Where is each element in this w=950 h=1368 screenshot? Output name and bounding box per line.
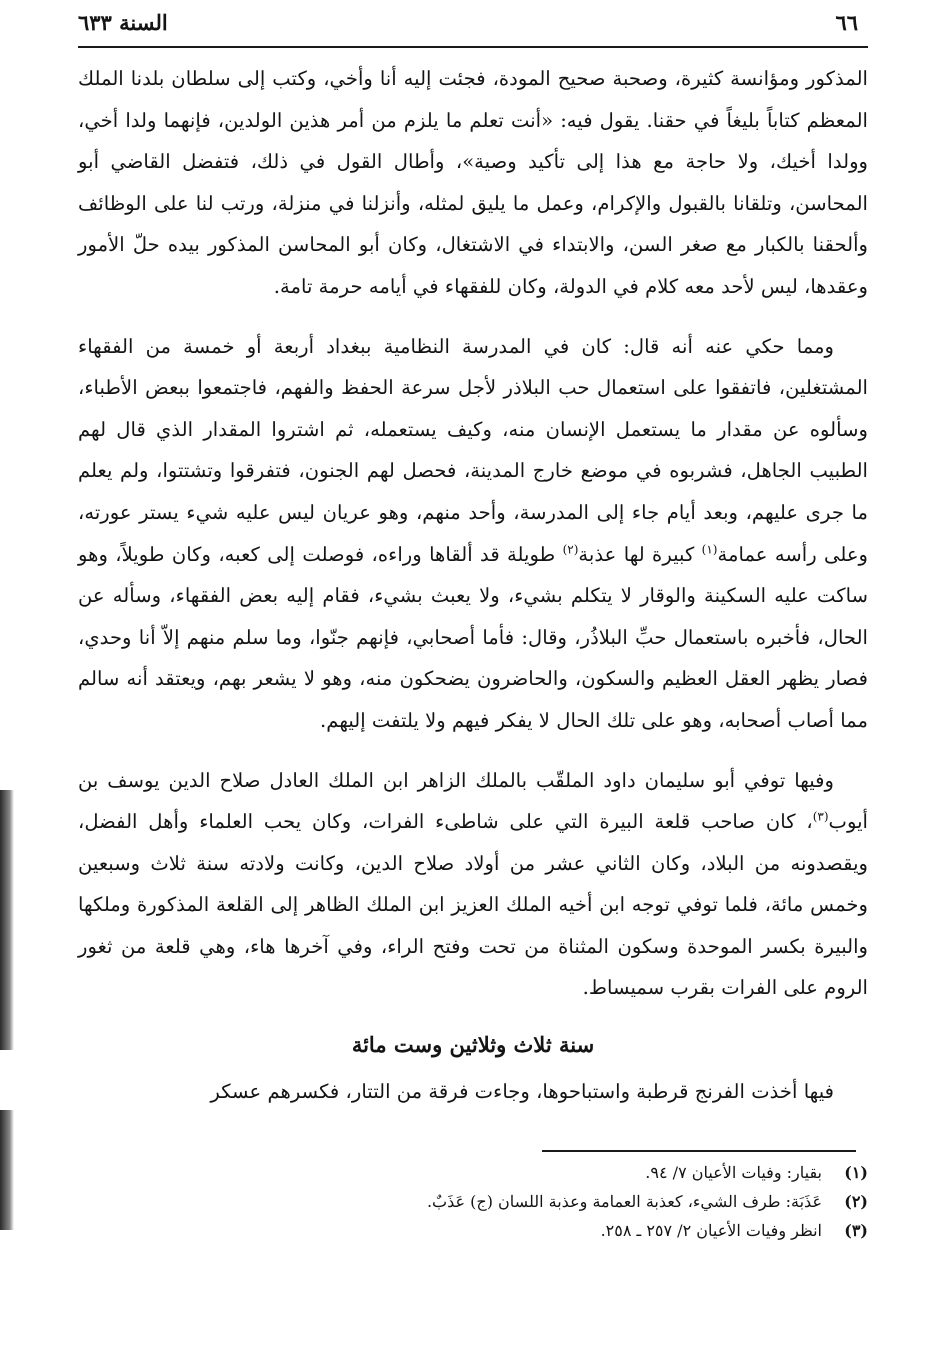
scan-edge-lower [0, 1110, 14, 1230]
paragraph-3 [78, 760, 868, 1010]
footnote-number: (٢) [844, 1192, 868, 1211]
paragraph-2-part-b: كبيرة لها عذبة [578, 542, 702, 566]
paragraph-2-part-a: ومما حكي عنه أنه قال: كان في المدرسة النظامية ببغداد أربعة أو خمسة من الفقهاء المشتغلين، فاتفقوا على استعمال حب البلاذر لأجل سرعة الحفظ والفهم، فاجتمعوا ببعض الأطباء، وسألوه عن مقدار ما يستعمل الإنسان منه، وكيف يستعمله، ثم اشتروا المقدار الذي قال لهم الطبيب الجاهل، فشربوه في موضع خارج المدينة، فحصل لهم الجنون، فتفرقوا وتشتتوا، ولم يعلم ما جرى عليهم، وبعد أيام جاء إلى المدرسة، وأحد منهم، وهو عريان ليس عليه شيء يستر عورته، وعلى رأسه عمامة [78, 334, 868, 566]
book-page [78, 0, 868, 1368]
footnote-rule [542, 1150, 856, 1152]
footnote-3 [78, 1216, 868, 1245]
footnotes [78, 1158, 868, 1245]
section-heading: سنة ثلاث وثلاثين وست مائة [351, 1032, 595, 1058]
paragraph-1: المذكور ومؤانسة كثيرة، وصحبة صحيح المودة، فجئت إليه أنا وأخي، وكتب إلى سلطان بلدنا الملك المعظم كتاباً بليغاً في حقنا. يقول فيه: «أنت تعلم ما يلزم من أمر هذين الولدين، فإنهما ولدا أخي، وولدا أخيك، ولا حاجة مع هذا إلى تأكيد وصية»، وأطال القول في ذلك، فتفضل القاضي أبو المحاسن، وتلقانا بالقبول والإكرام، وعمل ما يليق لمثله، وأنزلنا في منزلة، ورتب لنا على الوظائف وألحقنا بالكبار مع صغر السن، والابتداء في الاشتغال، وكان أبو المحاسن المذكور بيده حلّ الأمور وعقدها، ليس لأحد معه كلام في الدولة، وكان للفقهاء في أيامه حرمة تامة. [78, 67, 868, 298]
paragraph-2-part-c: طويلة قد ألقاها وراءه، فوصلت إلى كعبه، وكان طويلاً، وهو ساكت عليه السكينة والوقار لا يتكلم بشيء، ولا يعبث بشيء، فقام إليه بعض الفقهاء، وسأله عن الحال، فأخبره باستعمال حبِّ البلاذُر، وقال: فأما أصحابي، فإنهم جنّوا، وما سلم منهم إلاّ أنا وحدي، فصار يظهر العقل العظيم والسكون، والحاضرون يضحكون منه، وهو لا يشعر بهم، ويعتقد أنه سالم مما أصاب أصحابه، وهو على تلك الحال لا يفكر فيهم ولا يلتفت إليهم. [78, 542, 868, 732]
footnote-ref-1[interactable]: (١) [701, 542, 718, 556]
paragraph-3-part-b: ، كان صاحب قلعة البيرة التي على شاطىء الفرات، وكان يحب العلماء وأهل الفضل، ويقصدونه من البلاد، وكان الثاني عشر من أولاد صلاح الدين، وكانت ولادته سنة ثلاث وسبعين وخمس مائة، فلما توفي توجه ابن أخيه الملك العزيز ابن الملك الظاهر إلى القلعة المذكورة وملكها والبيرة بكسر الموحدة وسكون المثناة من تحت وفتح الراء، وفي آخرها هاء، وهي قلعة من ثغور الروم على الفرات بقرب سميساط. [78, 810, 868, 1000]
footnote-ref-3[interactable]: (٣) [812, 809, 829, 824]
footnote-text: بقيار: وفيات الأعيان ٧/ ٩٤. [645, 1163, 822, 1182]
footnote-2 [78, 1187, 868, 1216]
footnote-text: عَذَبَة: طرف الشيء، كعذبة العمامة وعذبة اللسان (ج) عَذَبٌ. [426, 1192, 822, 1211]
paragraph-4: فيها أخذت الفرنج قرطبة واستباحوها، وجاءت فرقة من التتار، فكسرهم عسكر [210, 1080, 834, 1104]
running-title-year: السنة ٦٣٣ [78, 10, 168, 35]
header-rule [78, 46, 868, 48]
paragraph-3-part-a: وفيها توفي أبو سليمان داود الملقّب بالملك الزاهر ابن الملك العادل صلاح الدين يوسف بن أيوب [78, 768, 868, 834]
running-header [78, 6, 868, 42]
footnote-ref-2[interactable]: (٢) [562, 542, 579, 556]
scan-edge-upper [0, 790, 14, 1050]
footnote-number: (٣) [844, 1221, 868, 1240]
main-text [78, 58, 868, 1113]
footnote-number: (١) [844, 1163, 868, 1182]
paragraph-2 [78, 326, 868, 742]
page-number: ٦٦ [835, 10, 858, 35]
footnote-text: انظر وفيات الأعيان ٢/ ٢٥٧ ـ ٢٥٨. [600, 1221, 822, 1240]
footnote-1 [78, 1158, 868, 1187]
